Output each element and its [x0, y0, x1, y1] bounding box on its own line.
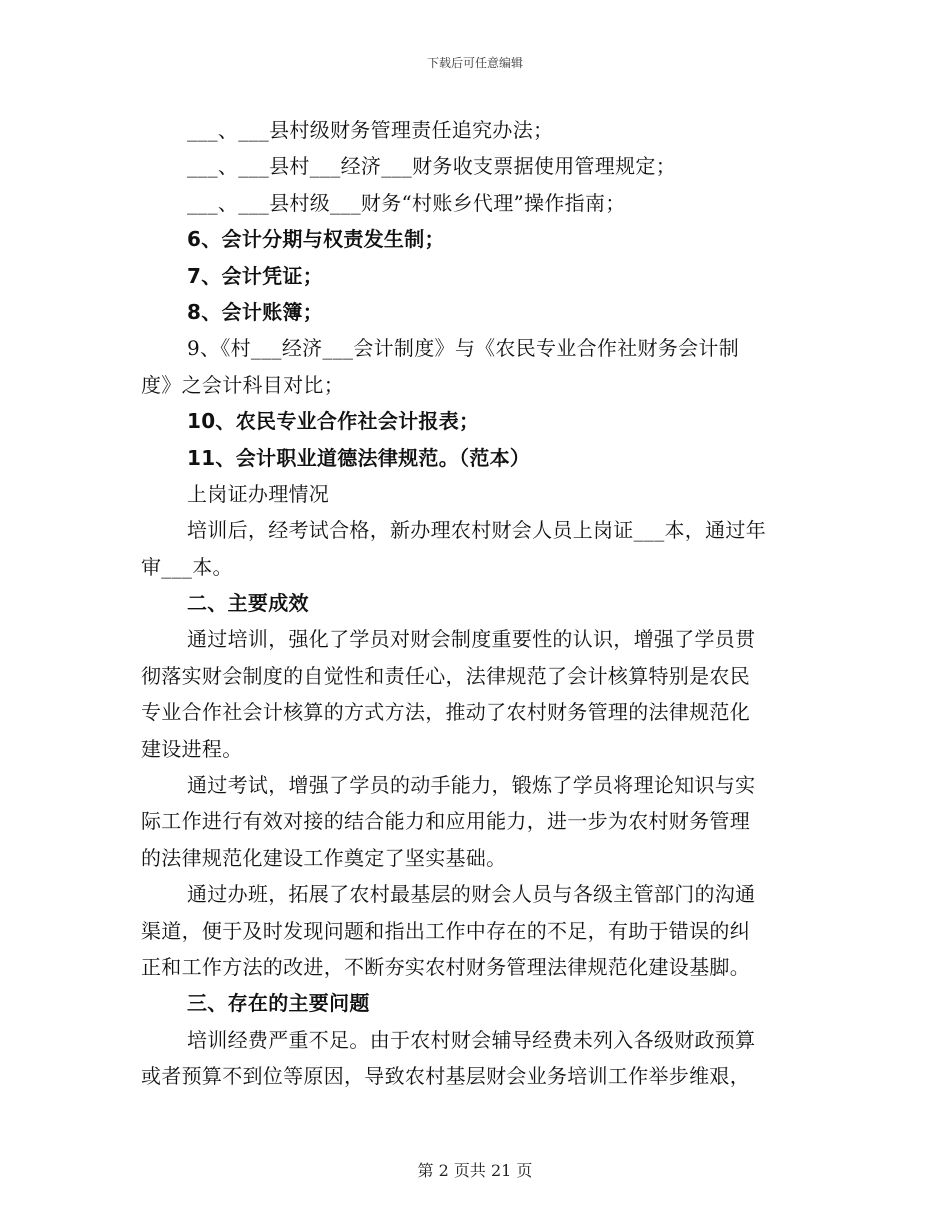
section-heading-line: 7、会计凭证； [187, 263, 324, 288]
page-header: 下载后可任意编辑 [426, 56, 523, 70]
body-text-line: 审___本。 [141, 554, 233, 579]
body-text-line: 通过培训，强化了学员对财会制度重要性的认识，增强了学员贯 [187, 627, 756, 652]
body-text-line: 专业合作社会计核算的方式方法，推动了农村财务管理的法律规范化 [141, 700, 750, 725]
body-text-line: ___、___县村级___财务“村账乡代理”操作指南； [187, 190, 626, 215]
body-text-line: 培训经费严重不足。由于农村财会辅导经费未列入各级财政预算 [187, 1027, 756, 1052]
body-text-line: 彻落实财会制度的自觉性和责任心，法律规范了会计核算特别是农民 [141, 663, 750, 688]
section-heading-line: 8、会计账簿； [187, 299, 324, 324]
body-text-line: ___、___县村___经济___财务收支票据使用管理规定； [187, 154, 676, 179]
body-text-line: ___、___县村级财务管理责任追究办法； [187, 118, 554, 142]
body-text-line: 正和工作方法的改进，不断夯实农村财务管理法律规范化建设基脚。 [141, 954, 750, 979]
section-heading-line: 11、会计职业道德法律规范。（范本） [187, 445, 531, 470]
body-text-line: 的法律规范化建设工作奠定了坚实基础。 [141, 845, 507, 870]
body-text-line: 建设进程。 [141, 736, 243, 761]
section-heading-line: 6、会计分期与权责发生制； [187, 227, 445, 252]
section-heading-line: 10、农民专业合作社会计报表； [187, 409, 480, 434]
body-text-line: 渠道，便于及时发现问题和指出工作中存在的不足，有助于错误的纠 [141, 918, 750, 943]
section-heading-line: 二、主要成效 [187, 591, 309, 616]
body-text-line: 培训后，经考试合格，新办理农村财会人员上岗证___本，通过年 [187, 518, 766, 543]
page-footer: 第 2 页共 21 页 [417, 1161, 533, 1180]
body-text-line: 或者预算不到位等原因，导致农村基层财会业务培训工作举步维艰， [141, 1064, 750, 1089]
body-text-line: 度》之会计科目对比； [141, 372, 344, 397]
body-text-line: 际工作进行有效对接的结合能力和应用能力，进一步为农村财务管理 [141, 809, 750, 834]
body-text-line: 通过办班，拓展了农村最基层的财会人员与各级主管部门的沟通 [187, 882, 756, 907]
body-text-line: 通过考试，增强了学员的动手能力，锻炼了学员将理论知识与实 [187, 773, 756, 798]
body-text-line: 9、《村___经济___会计制度》与《农民专业合作社财务会计制 [187, 336, 740, 361]
body-text-line: 上岗证办理情况 [187, 481, 330, 506]
document-body [141, 112, 809, 1095]
section-heading-line: 三、存在的主要问题 [187, 991, 370, 1016]
